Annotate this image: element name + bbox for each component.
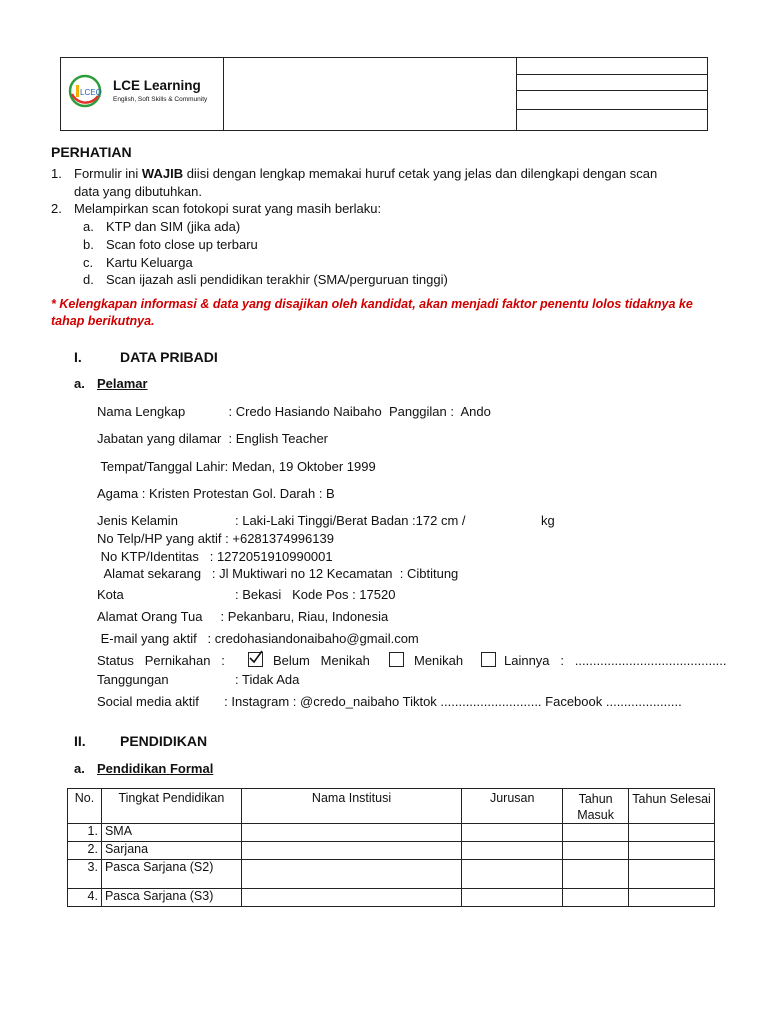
notice-item-1-num: 1. <box>51 166 62 181</box>
column-header: Tingkat Pendidikan <box>101 789 241 824</box>
notice-item-2: Melampirkan scan fotokopi surat yang masih berlaku: <box>74 201 382 216</box>
subsection-pendidikan-title: Pendidikan Formal <box>97 761 214 776</box>
checkbox-lainnya[interactable] <box>481 652 496 667</box>
field-jenis-kelamin-value: : Laki-Laki Tinggi/Berat Badan :172 cm / <box>235 513 466 528</box>
cell-jurusan[interactable] <box>462 860 563 889</box>
header-row-divider <box>516 109 707 110</box>
header-row-divider <box>516 74 707 75</box>
column-header: No. <box>68 789 102 824</box>
notice-item-1: Formulir ini WAJIB diisi dengan lengkap memakai huruf cetak yang jelas dan dilengkapi dengan scan <box>74 166 658 181</box>
checkmark-icon <box>248 650 263 665</box>
field-jenis-kelamin-label: Jenis Kelamin <box>97 513 178 528</box>
cell-tahun-selesai[interactable] <box>629 842 715 860</box>
row-number: 1. <box>68 824 102 842</box>
field-agama: Agama : Kristen Protestan Gol. Darah : B <box>97 486 335 501</box>
option-lainnya: Lainnya : .......................................... <box>504 653 727 668</box>
field-tanggungan-label: Tanggungan <box>97 672 169 687</box>
notice-sub-item: Scan ijazah asli pendidikan terakhir (SMA/perguruan tinggi) <box>106 272 448 287</box>
logo-subtitle: English, Soft Skills & Community <box>113 96 208 103</box>
lce-logo-icon <box>68 74 102 108</box>
field-social-media: Social media aktif : Instagram : @credo_naibaho Tiktok ............................ Facebook ..................... <box>97 694 682 709</box>
notice-sub-letter: d. <box>83 272 94 287</box>
field-ttl: Tempat/Tanggal Lahir: Medan, 19 Oktober 1999 <box>97 459 376 474</box>
field-ktp: No KTP/Identitas : 1272051910990001 <box>97 549 333 564</box>
column-header: Jurusan <box>462 789 563 824</box>
subsection-pelamar-title: Pelamar <box>97 376 148 391</box>
cell-tahun-masuk[interactable] <box>563 824 629 842</box>
cell-nama-institusi[interactable] <box>241 842 462 860</box>
cell-jurusan[interactable] <box>462 842 563 860</box>
subsection-letter: a. <box>74 761 85 776</box>
section-1-num: I. <box>74 349 82 365</box>
cell-tahun-selesai[interactable] <box>629 889 715 907</box>
row-tingkat: Sarjana <box>101 842 241 860</box>
notice-sub-item: Kartu Keluarga <box>106 255 193 270</box>
field-alamat: Alamat sekarang : Jl Muktiwari no 12 Kecamatan : Cibtitung <box>97 566 459 581</box>
row-tingkat: Pasca Sarjana (S3) <box>101 889 241 907</box>
svg-text:LCEQ: LCEQ <box>80 88 102 97</box>
row-tingkat: SMA <box>101 824 241 842</box>
table-row <box>68 860 715 889</box>
field-email: E-mail yang aktif : credohasiandonaibaho@gmail.com <box>97 631 419 646</box>
warning-text-cont: tahap berikutnya. <box>51 314 155 328</box>
warning-text: * Kelengkapan informasi & data yang disajikan oleh kandidat, akan menjadi faktor penentu lolos tidaknya ke <box>51 297 693 311</box>
field-telp: No Telp/HP yang aktif : +6281374996139 <box>97 531 334 546</box>
section-2-title: PENDIDIKAN <box>120 733 208 749</box>
table-header-row <box>68 789 715 824</box>
form-header <box>60 57 708 131</box>
row-number: 4. <box>68 889 102 907</box>
table-row <box>68 889 715 907</box>
section-1-title: DATA PRIBADI <box>120 349 218 365</box>
cell-jurusan[interactable] <box>462 824 563 842</box>
column-header: Tahun Masuk <box>563 789 629 824</box>
field-tanggungan-value: : Tidak Ada <box>235 672 300 687</box>
option-menikah: Menikah <box>414 653 464 668</box>
field-berat-unit: kg <box>541 513 555 528</box>
column-header: Tahun Selesai <box>629 789 715 824</box>
field-kota-value: : Bekasi Kode Pos : 17520 <box>235 587 396 602</box>
row-number: 3. <box>68 860 102 889</box>
field-status-label: Status Pernikahan : <box>97 653 225 668</box>
checkbox-belum-menikah[interactable] <box>248 652 263 667</box>
checkbox-menikah[interactable] <box>389 652 404 667</box>
cell-nama-institusi[interactable] <box>241 860 462 889</box>
cell-jurusan[interactable] <box>462 889 563 907</box>
header-title-cell <box>223 58 517 130</box>
notice-sub-letter: c. <box>83 255 94 270</box>
section-2-num: II. <box>74 733 86 749</box>
cell-tahun-masuk[interactable] <box>563 860 629 889</box>
column-header: Nama Institusi <box>241 789 462 824</box>
table-row <box>68 824 715 842</box>
notice-title: PERHATIAN <box>51 144 132 160</box>
cell-tahun-masuk[interactable] <box>563 889 629 907</box>
field-jabatan: Jabatan yang dilamar : English Teacher <box>97 431 329 446</box>
notice-item-1-cont: data yang dibutuhkan. <box>74 184 202 199</box>
field-alamat-ortu: Alamat Orang Tua : Pekanbaru, Riau, Indonesia <box>97 609 389 624</box>
table-row <box>68 842 715 860</box>
header-meta-cells <box>516 58 707 130</box>
field-nama-lengkap: Nama Lengkap : Credo Hasiando Naibaho Panggilan : Ando <box>97 404 491 419</box>
notice-sub-letter: a. <box>83 219 94 234</box>
notice-sub-item: Scan foto close up terbaru <box>106 237 258 252</box>
option-belum-menikah: Belum Menikah <box>273 653 370 668</box>
notice-item-2-num: 2. <box>51 201 62 216</box>
header-row-divider <box>516 90 707 91</box>
logo-title: LCE Learning <box>113 78 201 93</box>
field-kota-label: Kota <box>97 587 124 602</box>
cell-nama-institusi[interactable] <box>241 889 462 907</box>
cell-tahun-selesai[interactable] <box>629 860 715 889</box>
cell-nama-institusi[interactable] <box>241 824 462 842</box>
cell-tahun-selesai[interactable] <box>629 824 715 842</box>
notice-sub-letter: b. <box>83 237 94 252</box>
row-number: 2. <box>68 842 102 860</box>
subsection-letter: a. <box>74 376 85 391</box>
education-table <box>67 788 715 907</box>
notice-sub-item: KTP dan SIM (jika ada) <box>106 219 241 234</box>
cell-tahun-masuk[interactable] <box>563 842 629 860</box>
row-tingkat: Pasca Sarjana (S2) <box>101 860 241 889</box>
